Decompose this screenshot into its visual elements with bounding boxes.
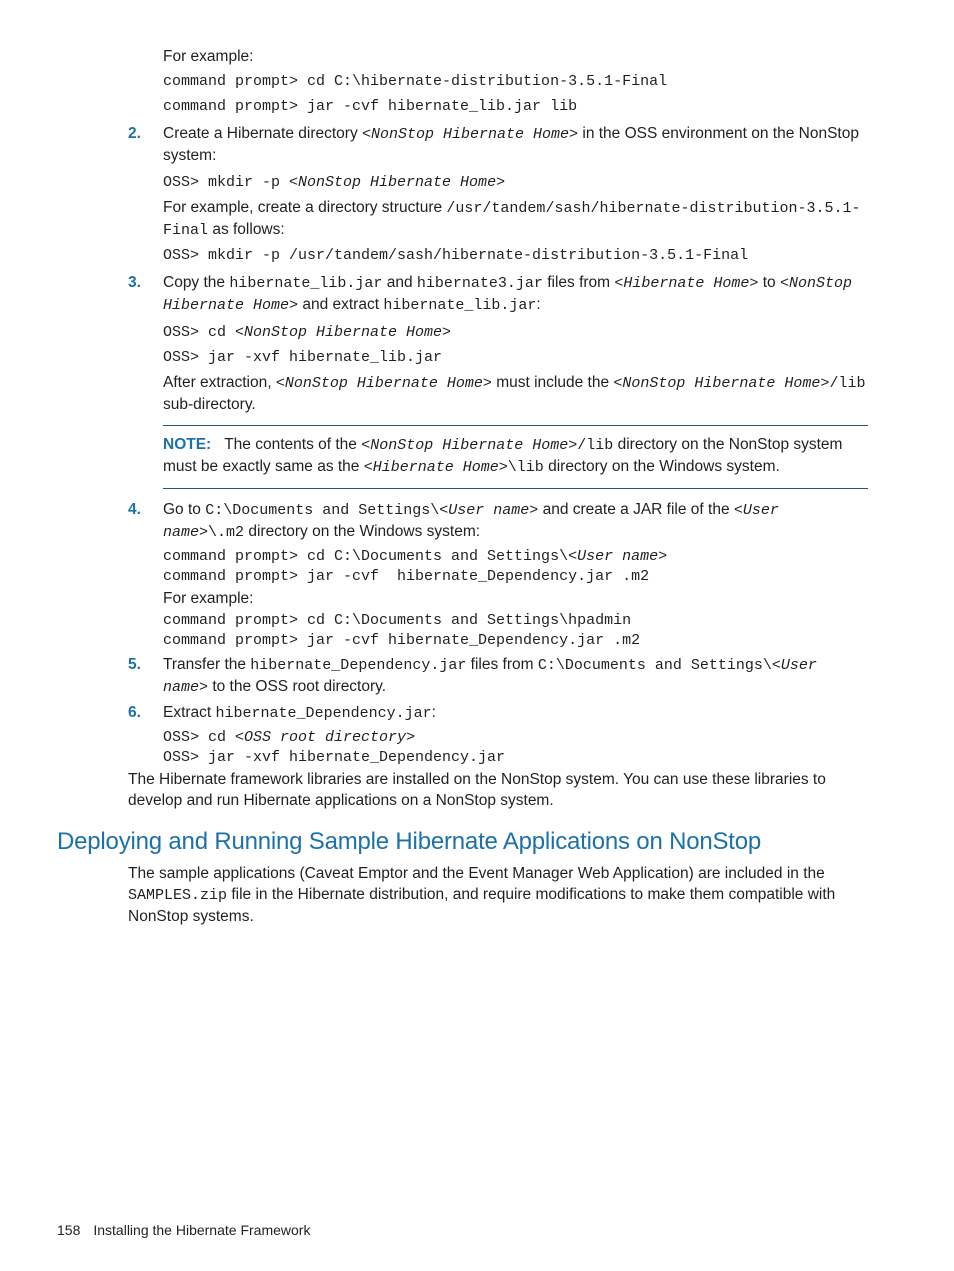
text-run: hibernate_Dependency.jar	[215, 705, 432, 722]
text-run: file in the Hibernate distribution, and require modifications to make them compatible with NonStop systems.	[128, 886, 840, 925]
code-line	[163, 345, 868, 370]
text-run: must include the	[491, 374, 614, 391]
code-line	[163, 170, 868, 195]
text-run: :	[431, 704, 436, 721]
text-run: Extract	[163, 704, 216, 721]
text-run: hibernate_lib.jar	[229, 275, 383, 292]
code-line	[163, 748, 868, 768]
text-run: OSS> cd	[163, 729, 236, 746]
text-run: and extract	[298, 296, 384, 313]
text-run: <NonStop Hibernate Home>	[361, 437, 578, 454]
footer-chapter-title: Installing the Hibernate Framework	[93, 1222, 311, 1238]
text-run: /lib	[829, 375, 866, 392]
text-run: For example, create a directory structure	[163, 199, 447, 216]
code-block	[163, 243, 868, 268]
code-block	[163, 320, 868, 370]
list-item-number: 6.	[128, 704, 141, 721]
text-run: Create a Hibernate directory	[163, 125, 363, 142]
text-run: C:\Documents and Settings\	[537, 657, 772, 674]
list-item	[0, 499, 954, 543]
text-run: SAMPLES.zip	[128, 887, 228, 904]
text-run: <Hibernate Home>	[614, 275, 759, 292]
text-run: Copy the	[163, 274, 230, 291]
text-run: and	[382, 274, 417, 291]
code-line	[163, 243, 868, 268]
code-block	[163, 547, 868, 586]
page-number: 158	[57, 1222, 81, 1238]
list-item	[0, 272, 954, 316]
text-run: \lib	[507, 459, 544, 476]
text-run: command prompt> jar -cvf hibernate_lib.jar lib	[163, 98, 578, 115]
text-run: as follows:	[208, 221, 285, 238]
list-item-body	[163, 702, 436, 724]
text-run: in the OSS environment on the NonStop system:	[163, 125, 864, 164]
text-run: \.m2	[208, 524, 245, 541]
list-item-body	[163, 654, 868, 698]
code-line	[163, 631, 868, 651]
text-run: directory on the Windows system.	[543, 458, 780, 475]
text-run: <NonStop Hibernate Home>	[289, 174, 506, 191]
text-run: <NonStop Hibernate Home>	[275, 375, 492, 392]
paragraph	[163, 588, 868, 609]
paragraph	[128, 769, 868, 811]
text-run: <User name>	[163, 502, 788, 541]
text-run: directory on the NonStop system must be exactly same as the	[163, 436, 847, 475]
text-run: OSS> cd	[163, 324, 236, 341]
text-run: directory on the Windows system:	[244, 523, 481, 540]
text-run: to the OSS root directory.	[208, 678, 387, 695]
text-run: /usr/tandem/sash/hibernate-distribution-3.5.1-Final	[163, 200, 861, 239]
text-run: :	[536, 296, 541, 313]
text-run: The contents of the	[224, 436, 362, 453]
text-run: sub-directory.	[163, 374, 870, 413]
page-footer	[57, 1222, 310, 1238]
text-run: <NonStop Hibernate Home>	[362, 126, 579, 143]
text-run: <OSS root directory>	[235, 729, 416, 746]
text-run: hibernate3.jar	[416, 275, 543, 292]
text-run: After extraction,	[163, 374, 276, 391]
text-run: command prompt> cd C:\Documents and Settings\	[163, 548, 569, 565]
text-run: to	[758, 274, 780, 291]
list-item	[0, 123, 954, 166]
code-line	[163, 611, 868, 631]
list-item	[0, 702, 954, 724]
text-run: files from	[542, 274, 615, 291]
text-run: <Hibernate Home>	[363, 459, 508, 476]
text-run: command prompt> jar -cvf hibernate_Dependency.jar .m2	[163, 567, 650, 585]
paragraph	[163, 46, 868, 67]
text-run: OSS> jar -xvf hibernate_Dependency.jar	[163, 748, 506, 766]
code-block	[163, 170, 868, 195]
text-run: command prompt> jar -cvf hibernate_Dependency.jar .m2	[163, 631, 641, 649]
paragraph	[128, 863, 868, 927]
paragraph	[163, 372, 868, 415]
text-run: command prompt> cd C:\hibernate-distribution-3.5.1-Final	[163, 73, 668, 90]
code-line	[163, 567, 868, 587]
note-box	[163, 425, 868, 489]
list-item-body	[163, 499, 868, 543]
document-content	[0, 44, 954, 929]
text-run: <User name>	[439, 502, 539, 519]
code-line	[163, 547, 868, 567]
list-item-body	[163, 123, 868, 166]
text-run: OSS> mkdir -p /usr/tandem/sash/hibernate-distribution-3.5.1-Final	[163, 247, 749, 264]
code-line	[163, 320, 868, 345]
text-run: <NonStop Hibernate Home>	[613, 375, 830, 392]
text-run: The sample applications (Caveat Emptor and the Event Manager Web Application) are included in the	[128, 865, 830, 882]
text-run: files from	[466, 656, 538, 673]
text-run: and create a JAR file of the	[538, 501, 734, 518]
code-line	[163, 728, 868, 748]
paragraph	[163, 197, 868, 241]
list-item-number: 5.	[128, 656, 141, 673]
text-run: For example:	[163, 48, 254, 65]
list-item-number: 4.	[128, 501, 141, 518]
text-run: The Hibernate framework libraries are installed on the NonStop system. You can use these libraries to develop and run Hibernate applications on a NonStop system.	[128, 771, 831, 809]
code-line	[163, 69, 868, 94]
code-line	[163, 94, 868, 119]
text-run: <NonStop Hibernate Home>	[235, 324, 452, 341]
section-heading: Deploying and Running Sample Hibernate Applications on NonStop	[57, 828, 762, 855]
text-run: OSS> mkdir -p	[163, 174, 290, 191]
list-item	[0, 654, 954, 698]
list-item-number: 2.	[128, 125, 141, 142]
text-run: OSS> jar -xvf hibernate_lib.jar	[163, 349, 443, 366]
list-item-number: 3.	[128, 274, 141, 291]
text-run: C:\Documents and Settings\	[205, 502, 440, 519]
list-item-body	[163, 272, 868, 316]
text-run: command prompt> cd C:\Documents and Settings\hpadmin	[163, 612, 632, 629]
text-run: hibernate_lib.jar	[383, 297, 537, 314]
text-run: hibernate_Dependency.jar	[250, 657, 467, 674]
code-block	[163, 69, 868, 119]
code-block	[163, 611, 868, 650]
text-run: <User name>	[163, 657, 826, 696]
text-run: /lib	[577, 437, 614, 454]
text-run: Transfer the	[163, 656, 251, 673]
note-label: NOTE:	[163, 436, 212, 453]
text-run: <NonStop Hibernate Home>	[163, 275, 861, 314]
text-run: Go to	[163, 501, 206, 518]
text-run: <User name>	[568, 548, 668, 565]
code-block	[163, 728, 868, 767]
text-run: For example:	[163, 590, 254, 607]
